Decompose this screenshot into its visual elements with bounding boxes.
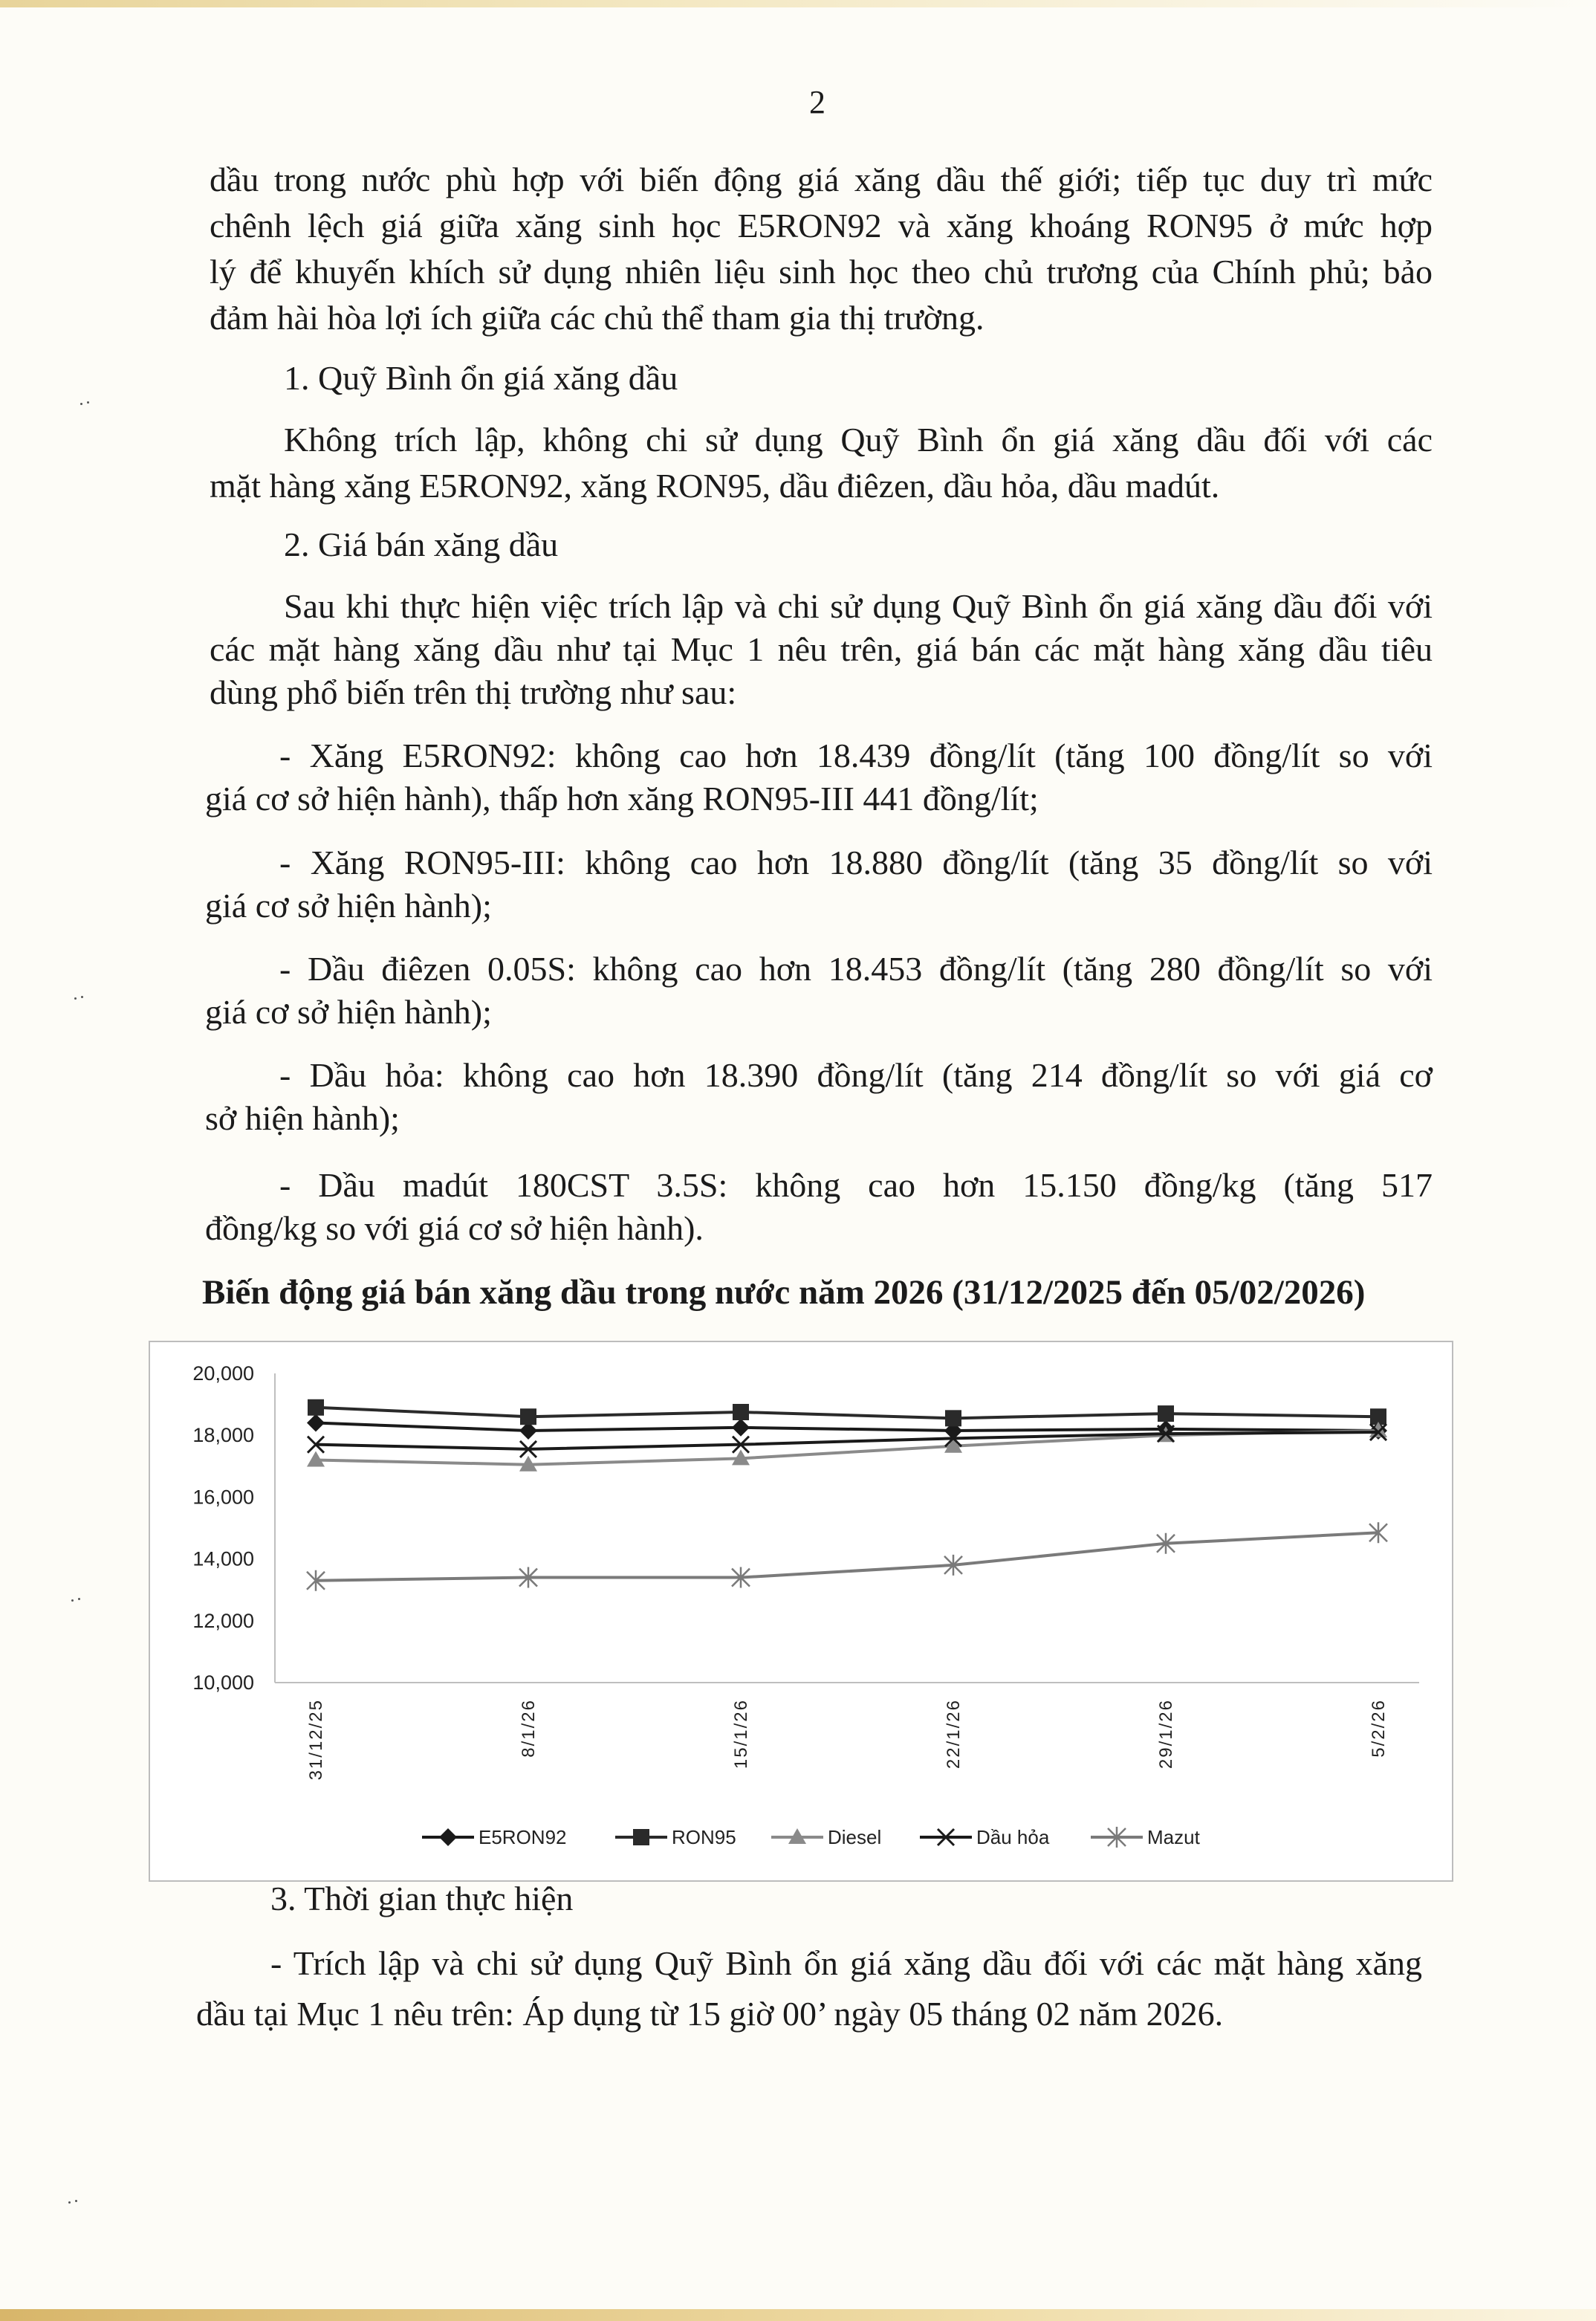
text-line: chênh lệch giá giữa xăng sinh học E5RON92 và xăng khoáng RON95 ở mức hợp: [210, 207, 1433, 245]
section-1-heading: 1. Quỹ Bình ổn giá xăng dầu: [284, 359, 678, 397]
data-point-ron95: [733, 1404, 749, 1420]
text-line: giá cơ sở hiện hành);: [205, 887, 492, 925]
text-line: - Dầu madút 180CST 3.5S: không cao hơn 15.150 đồng/kg (tăng 517: [279, 1166, 1433, 1204]
legend-marker-e5ron92: [439, 1828, 457, 1846]
text-line: sở hiện hành);: [205, 1099, 400, 1137]
x-tick-label: 31/12/25: [306, 1699, 326, 1781]
data-point-e5ron92: [732, 1419, 750, 1437]
x-tick-label: 8/1/26: [519, 1699, 539, 1758]
data-point-ron95: [520, 1408, 536, 1425]
text-line: dầu trong nước phù hợp với biến động giá xăng dầu thế giới; tiếp tục duy trì mức: [210, 161, 1433, 198]
legend-marker-ron95: [633, 1829, 649, 1845]
x-tick-label: 5/2/26: [1369, 1699, 1389, 1758]
scan-edge: [0, 2309, 1596, 2321]
data-point-ron95: [308, 1399, 324, 1416]
text-line: mặt hàng xăng E5RON92, xăng RON95, dầu điêzen, dầu hỏa, dầu madút.: [210, 467, 1220, 505]
legend-label: Dầu hỏa: [976, 1826, 1050, 1848]
intro-paragraph: [210, 157, 1433, 341]
text-line: dùng phổ biến trên thị trường như sau:: [210, 673, 737, 711]
scan-speck: [71, 1598, 82, 1602]
y-tick-label: 18,000: [192, 1424, 254, 1447]
text-line: Sau khi thực hiện việc trích lập và chi sử dụng Quỹ Bình ổn giá xăng dầu đối với: [284, 587, 1433, 625]
text-line: dầu tại Mục 1 nêu trên: Áp dụng từ 15 giờ 00’ ngày 05 tháng 02 năm 2026.: [196, 1995, 1224, 2033]
data-point-ron95: [945, 1410, 961, 1426]
price-item-ron95: [205, 841, 1433, 928]
page-number: 2: [809, 84, 825, 120]
series-line-e5ron92: [316, 1423, 1378, 1431]
scan-speck: [68, 2200, 79, 2204]
y-tick-label: 20,000: [192, 1362, 254, 1385]
section-2-heading: 2. Giá bán xăng dầu: [284, 525, 559, 563]
data-point-ron95: [1158, 1405, 1174, 1422]
y-tick-label: 12,000: [192, 1609, 254, 1632]
text-line: - Trích lập và chi sử dụng Quỹ Bình ổn giá xăng dầu đối với các mặt hàng xăng: [270, 1944, 1422, 1982]
legend-label: E5RON92: [479, 1826, 567, 1848]
text-line: - Xăng E5RON92: không cao hơn 18.439 đồng/lít (tăng 100 đồng/lít so với: [279, 737, 1433, 774]
series-line-d-u-h-a: [316, 1432, 1378, 1449]
text-line: đảm hài hòa lợi ích giữa các chủ thể tham gia thị trường.: [210, 299, 984, 337]
text-line: đồng/kg so với giá cơ sở hiện hành).: [205, 1209, 704, 1247]
data-point-e5ron92: [307, 1414, 325, 1432]
scan-speck: [80, 401, 91, 406]
price-item-madut: [205, 1164, 1433, 1250]
x-tick-label: 22/1/26: [944, 1699, 964, 1770]
price-chart-svg: [150, 1342, 1452, 1880]
text-line: - Dầu điêzen 0.05S: không cao hơn 18.453 đồng/lít (tăng 280 đồng/lít so với: [279, 950, 1433, 988]
series-line-mazut: [316, 1532, 1378, 1580]
price-item-diesel: [205, 948, 1433, 1034]
section-3-body: [196, 1938, 1422, 2039]
legend-label: Diesel: [828, 1826, 882, 1848]
section-1-body: [210, 417, 1433, 509]
text-line: - Xăng RON95-III: không cao hơn 18.880 đồng/lít (tăng 35 đồng/lít so với: [279, 844, 1433, 881]
scan-speck: [74, 996, 85, 1000]
y-tick-label: 16,000: [192, 1486, 254, 1509]
scan-edge: [0, 0, 1596, 7]
legend-label: Mazut: [1147, 1826, 1200, 1848]
price-item-dau-hoa: [205, 1054, 1433, 1140]
text-line: Không trích lập, không chi sử dụng Quỹ Bình ổn giá xăng dầu đối với các: [284, 421, 1433, 459]
text-line: lý để khuyến khích sử dụng nhiên liệu sinh học theo chủ trương của Chính phủ; bảo: [210, 253, 1433, 291]
price-item-e5ron92: [205, 734, 1433, 820]
text-line: - Dầu hỏa: không cao hơn 18.390 đồng/lít (tăng 214 đồng/lít so với giá cơ: [279, 1056, 1433, 1094]
text-line: giá cơ sở hiện hành), thấp hơn xăng RON95-III 441 đồng/lít;: [205, 780, 1039, 818]
series-line-ron95: [316, 1408, 1378, 1419]
x-tick-label: 29/1/26: [1156, 1699, 1176, 1770]
section-2-body: [210, 585, 1433, 714]
price-chart: [149, 1341, 1453, 1882]
y-tick-label: 14,000: [192, 1547, 254, 1570]
text-line: giá cơ sở hiện hành);: [205, 993, 492, 1031]
y-tick-label: 10,000: [192, 1671, 254, 1694]
x-tick-label: 15/1/26: [731, 1699, 751, 1770]
text-line: các mặt hàng xăng dầu như tại Mục 1 nêu trên, giá bán các mặt hàng xăng dầu tiêu: [210, 630, 1433, 668]
chart-title: Biến động giá bán xăng dầu trong nước năm 2026 (31/12/2025 đến 05/02/2026): [202, 1273, 1366, 1312]
legend-label: RON95: [672, 1826, 736, 1848]
section-3-heading: 3. Thời gian thực hiện: [270, 1880, 574, 1917]
